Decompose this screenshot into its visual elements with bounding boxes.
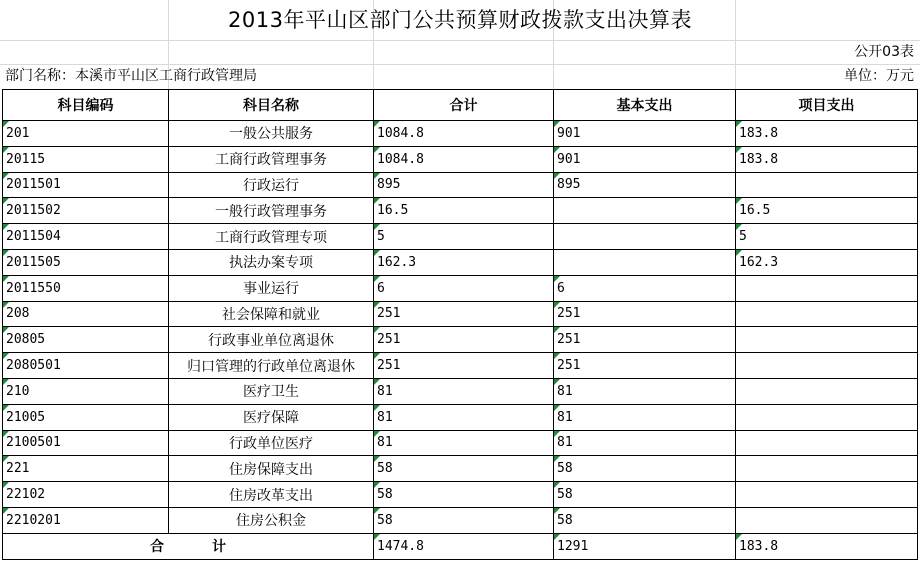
table-row [3,456,918,482]
name-cell[interactable]: 执法办案专项 [169,249,374,275]
name-cell[interactable]: 住房公积金 [169,507,374,533]
code-cell[interactable]: 20805 [3,327,169,353]
table-row [3,146,918,172]
basic-cell[interactable] [554,249,736,275]
code-cell[interactable]: 210 [3,378,169,404]
basic-cell[interactable]: 895 [554,172,736,198]
name-cell[interactable]: 社会保障和就业 [169,301,374,327]
project-cell[interactable] [736,353,918,379]
total-cell[interactable]: 16.5 [374,198,554,224]
basic-cell[interactable]: 251 [554,353,736,379]
name-cell[interactable]: 事业运行 [169,275,374,301]
name-cell[interactable]: 行政单位医疗 [169,430,374,456]
basic-cell[interactable]: 251 [554,327,736,353]
project-cell[interactable]: 183.8 [736,146,918,172]
name-cell[interactable]: 一般行政管理事务 [169,198,374,224]
total-sum-cell[interactable]: 1474.8 [374,533,554,559]
project-cell[interactable] [736,378,918,404]
basic-cell[interactable]: 81 [554,404,736,430]
budget-table [2,89,918,560]
page-title: 2013年平山区部门公共预算财政拨款支出决算表 [228,8,692,32]
total-cell[interactable]: 5 [374,224,554,250]
total-cell[interactable]: 1084.8 [374,146,554,172]
table-row [3,327,918,353]
table-row [3,482,918,508]
project-cell[interactable] [736,327,918,353]
table-row [3,121,918,147]
header-row [3,90,918,121]
total-cell[interactable]: 251 [374,301,554,327]
code-cell[interactable]: 2011501 [3,172,169,198]
total-cell[interactable]: 251 [374,327,554,353]
name-cell[interactable]: 工商行政管理专项 [169,224,374,250]
header-code[interactable]: 科目编码 [3,90,169,121]
code-cell[interactable]: 21005 [3,404,169,430]
total-cell[interactable]: 58 [374,456,554,482]
header-basic[interactable]: 基本支出 [554,90,736,121]
basic-cell[interactable]: 58 [554,507,736,533]
department-name: 部门名称：本溪市平山区工商行政管理局 [5,68,257,84]
table-row [3,507,918,533]
basic-cell[interactable]: 81 [554,378,736,404]
project-cell[interactable]: 5 [736,224,918,250]
table-row [3,198,918,224]
code-cell[interactable]: 2100501 [3,430,169,456]
table-row [3,172,918,198]
total-cell[interactable]: 81 [374,430,554,456]
table-row [3,378,918,404]
table-row [3,301,918,327]
code-cell[interactable]: 201 [3,121,169,147]
name-cell[interactable]: 行政事业单位离退休 [169,327,374,353]
basic-cell[interactable] [554,224,736,250]
project-cell[interactable] [736,456,918,482]
total-row [3,533,918,559]
project-cell[interactable]: 183.8 [736,121,918,147]
project-cell[interactable] [736,482,918,508]
table-row [3,353,918,379]
table-row [3,404,918,430]
project-cell[interactable]: 162.3 [736,249,918,275]
code-cell[interactable]: 2011505 [3,249,169,275]
basic-cell[interactable]: 901 [554,121,736,147]
total-cell[interactable]: 895 [374,172,554,198]
name-cell[interactable]: 工商行政管理事务 [169,146,374,172]
total-cell[interactable]: 58 [374,507,554,533]
code-cell[interactable]: 208 [3,301,169,327]
name-cell[interactable]: 一般公共服务 [169,121,374,147]
total-cell[interactable]: 251 [374,353,554,379]
code-cell[interactable]: 20115 [3,146,169,172]
name-cell[interactable]: 医疗卫生 [169,378,374,404]
total-cell[interactable]: 58 [374,482,554,508]
name-cell[interactable]: 住房改革支出 [169,482,374,508]
project-cell[interactable] [736,430,918,456]
project-cell[interactable] [736,172,918,198]
name-cell[interactable]: 行政运行 [169,172,374,198]
total-project-cell[interactable]: 183.8 [736,533,918,559]
project-cell[interactable] [736,275,918,301]
unit-label: 单位：万元 [844,68,914,84]
total-cell[interactable]: 162.3 [374,249,554,275]
basic-cell[interactable]: 58 [554,456,736,482]
basic-cell[interactable] [554,198,736,224]
code-cell[interactable]: 2011550 [3,275,169,301]
name-cell[interactable]: 住房保障支出 [169,456,374,482]
table-row [3,430,918,456]
basic-cell[interactable]: 58 [554,482,736,508]
grid-line [0,40,920,41]
total-cell[interactable]: 1084.8 [374,121,554,147]
basic-cell[interactable]: 6 [554,275,736,301]
total-cell[interactable]: 81 [374,378,554,404]
total-cell[interactable]: 6 [374,275,554,301]
project-cell[interactable] [736,507,918,533]
code-cell[interactable]: 22102 [3,482,169,508]
basic-cell[interactable]: 81 [554,430,736,456]
code-cell[interactable]: 2080501 [3,353,169,379]
code-cell[interactable]: 2011504 [3,224,169,250]
project-cell[interactable]: 16.5 [736,198,918,224]
project-cell[interactable] [736,404,918,430]
table-row [3,275,918,301]
header-name[interactable]: 科目名称 [169,90,374,121]
header-project[interactable]: 项目支出 [736,90,918,121]
total-basic-cell[interactable]: 1291 [554,533,736,559]
basic-cell[interactable]: 901 [554,146,736,172]
table-row [3,249,918,275]
basic-cell[interactable]: 251 [554,301,736,327]
table-row [3,224,918,250]
code-cell[interactable]: 2210201 [3,507,169,533]
project-cell[interactable] [736,301,918,327]
header-total[interactable]: 合计 [374,90,554,121]
code-cell[interactable]: 2011502 [3,198,169,224]
name-cell[interactable]: 医疗保障 [169,404,374,430]
total-label[interactable]: 合 计 [3,533,374,559]
sheet-number: 公开03表 [854,44,914,60]
name-cell[interactable]: 归口管理的行政单位离退休 [169,353,374,379]
total-cell[interactable]: 81 [374,404,554,430]
code-cell[interactable]: 221 [3,456,169,482]
